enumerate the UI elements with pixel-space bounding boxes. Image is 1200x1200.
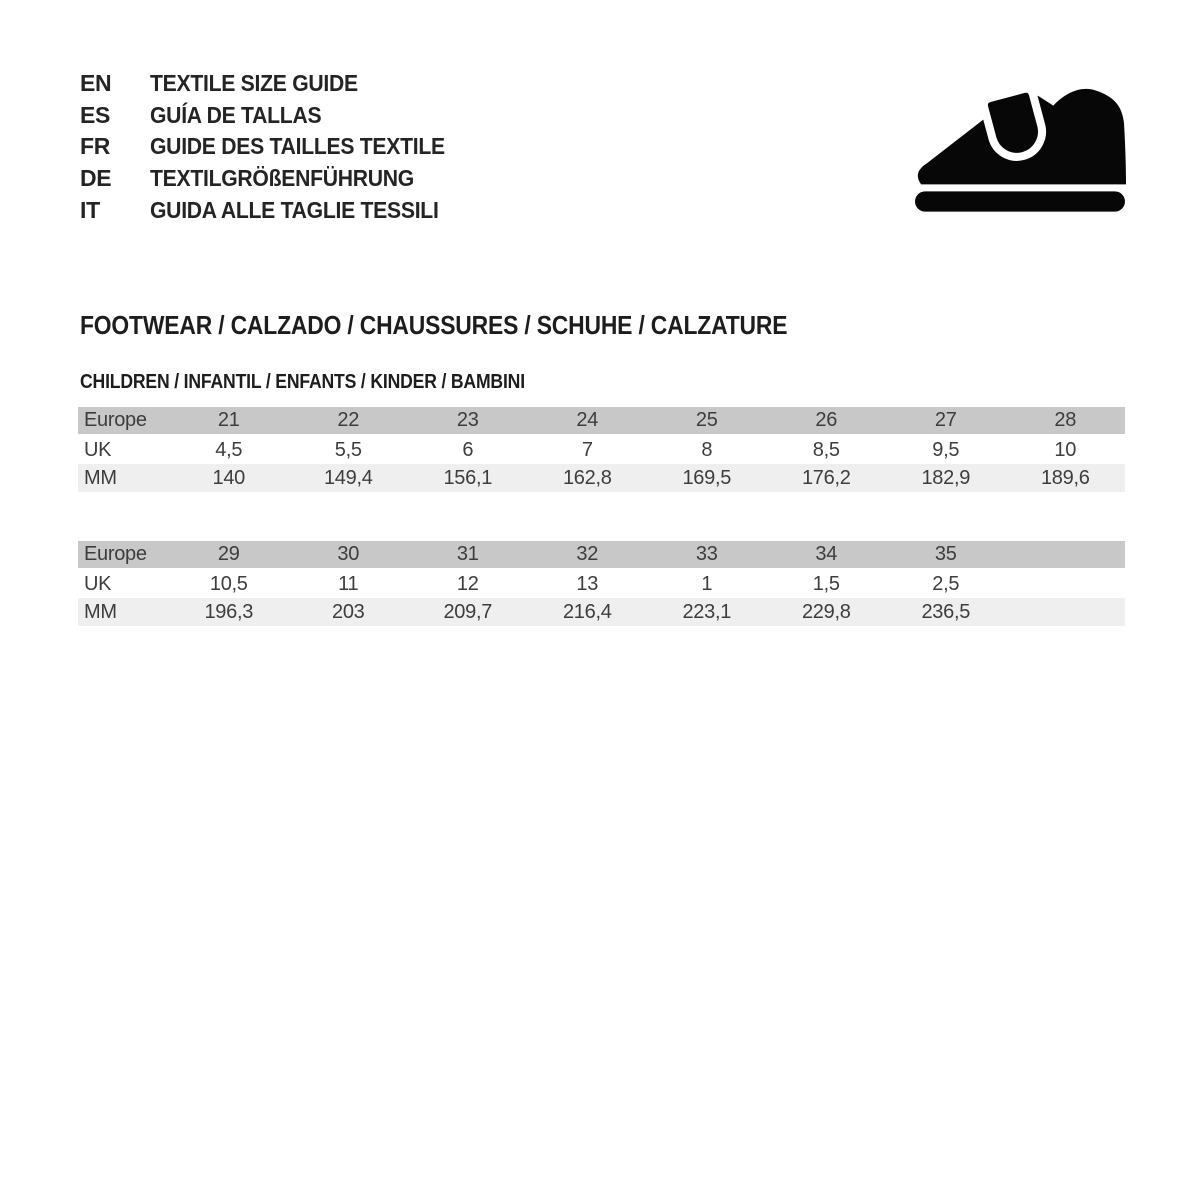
row-label: MM: [78, 598, 169, 626]
table-cell: 12: [456, 572, 479, 595]
table-cell: 34: [767, 541, 887, 570]
language-title: GUIDE DES TAILLES TEXTILE: [150, 133, 445, 160]
table-cell: 26: [767, 407, 887, 436]
table-cell: 236,5: [886, 598, 1006, 626]
table-cell: 24: [528, 407, 648, 436]
table-cell: 29: [169, 541, 289, 570]
table-cell: 13: [576, 572, 599, 595]
table-row: [78, 570, 1125, 598]
table-cell: 23: [408, 407, 528, 436]
list-item: [80, 100, 471, 132]
table-cell: 30: [289, 541, 409, 570]
section-subtitle: CHILDREN / INFANTIL / ENFANTS / KINDER / BAMBINI: [80, 371, 525, 393]
table-row: [78, 541, 1125, 570]
language-code: IT: [80, 196, 100, 223]
language-code: EN: [80, 70, 112, 97]
language-title: GUIDA ALLE TAGLIE TESSILI: [150, 196, 439, 223]
table-cell: 149,4: [289, 464, 409, 492]
list-item: [80, 68, 471, 100]
language-title: TEXTILGRÖßENFÜHRUNG: [150, 165, 414, 192]
table-cell: 203: [289, 598, 409, 626]
table-cell: 8: [701, 438, 713, 461]
table-cell: 4,5: [215, 438, 243, 461]
table-cell: 182,9: [886, 464, 1006, 492]
table-cell: 140: [169, 464, 289, 492]
table-cell: 1,5: [812, 572, 840, 595]
table-row: [78, 598, 1125, 626]
table-cell: 28: [1006, 407, 1126, 436]
table-cell: 162,8: [528, 464, 648, 492]
table-cell: [1006, 541, 1126, 570]
list-item: [80, 194, 471, 226]
table-cell: 31: [408, 541, 528, 570]
table-cell: 216,4: [528, 598, 648, 626]
table-cell: 5,5: [334, 438, 362, 461]
size-table-eu-21-28: [78, 407, 1125, 492]
list-item: [80, 163, 471, 195]
row-label: MM: [78, 464, 169, 492]
table-cell: [1006, 570, 1126, 598]
table-cell: 9,5: [932, 438, 960, 461]
table-cell: 10: [1054, 438, 1077, 461]
language-code: ES: [80, 101, 111, 128]
table-cell: 8,5: [812, 438, 840, 461]
table-row: [78, 464, 1125, 492]
table-cell: 27: [886, 407, 1006, 436]
table-cell: 21: [169, 407, 289, 436]
table-cell: 7: [581, 438, 593, 461]
table-cell: 6: [462, 438, 474, 461]
table-row: [78, 436, 1125, 464]
table-cell: 10,5: [209, 572, 248, 595]
table-cell: 1: [701, 572, 713, 595]
language-title: GUÍA DE TALLAS: [150, 101, 322, 128]
table-cell: 196,3: [169, 598, 289, 626]
table-cell: 35: [886, 541, 1006, 570]
table-cell: [1006, 598, 1126, 626]
table-cell: 22: [289, 407, 409, 436]
children-shoe-icon: [914, 86, 1128, 212]
table-cell: 223,1: [647, 598, 767, 626]
table-cell: 229,8: [767, 598, 887, 626]
size-table-eu-29-35: [78, 541, 1125, 626]
language-code: FR: [80, 133, 111, 160]
table-cell: 33: [647, 541, 767, 570]
table-cell: 189,6: [1006, 464, 1126, 492]
language-title-list: [80, 68, 471, 226]
table-cell: 176,2: [767, 464, 887, 492]
row-label: UK: [84, 572, 112, 595]
table-cell: 25: [647, 407, 767, 436]
row-label: UK: [84, 438, 112, 461]
table-cell: 2,5: [932, 572, 960, 595]
table-cell: 156,1: [408, 464, 528, 492]
language-code: DE: [80, 165, 112, 192]
row-label: Europe: [78, 407, 169, 436]
table-cell: 32: [528, 541, 648, 570]
list-item: [80, 131, 471, 163]
table-cell: 11: [338, 572, 359, 595]
section-title: FOOTWEAR / CALZADO / CHAUSSURES / SCHUHE / CALZATURE: [80, 310, 788, 340]
row-label: Europe: [78, 541, 169, 570]
table-cell: 209,7: [408, 598, 528, 626]
table-row: [78, 407, 1125, 436]
language-title: TEXTILE SIZE GUIDE: [150, 70, 358, 97]
table-cell: 169,5: [647, 464, 767, 492]
